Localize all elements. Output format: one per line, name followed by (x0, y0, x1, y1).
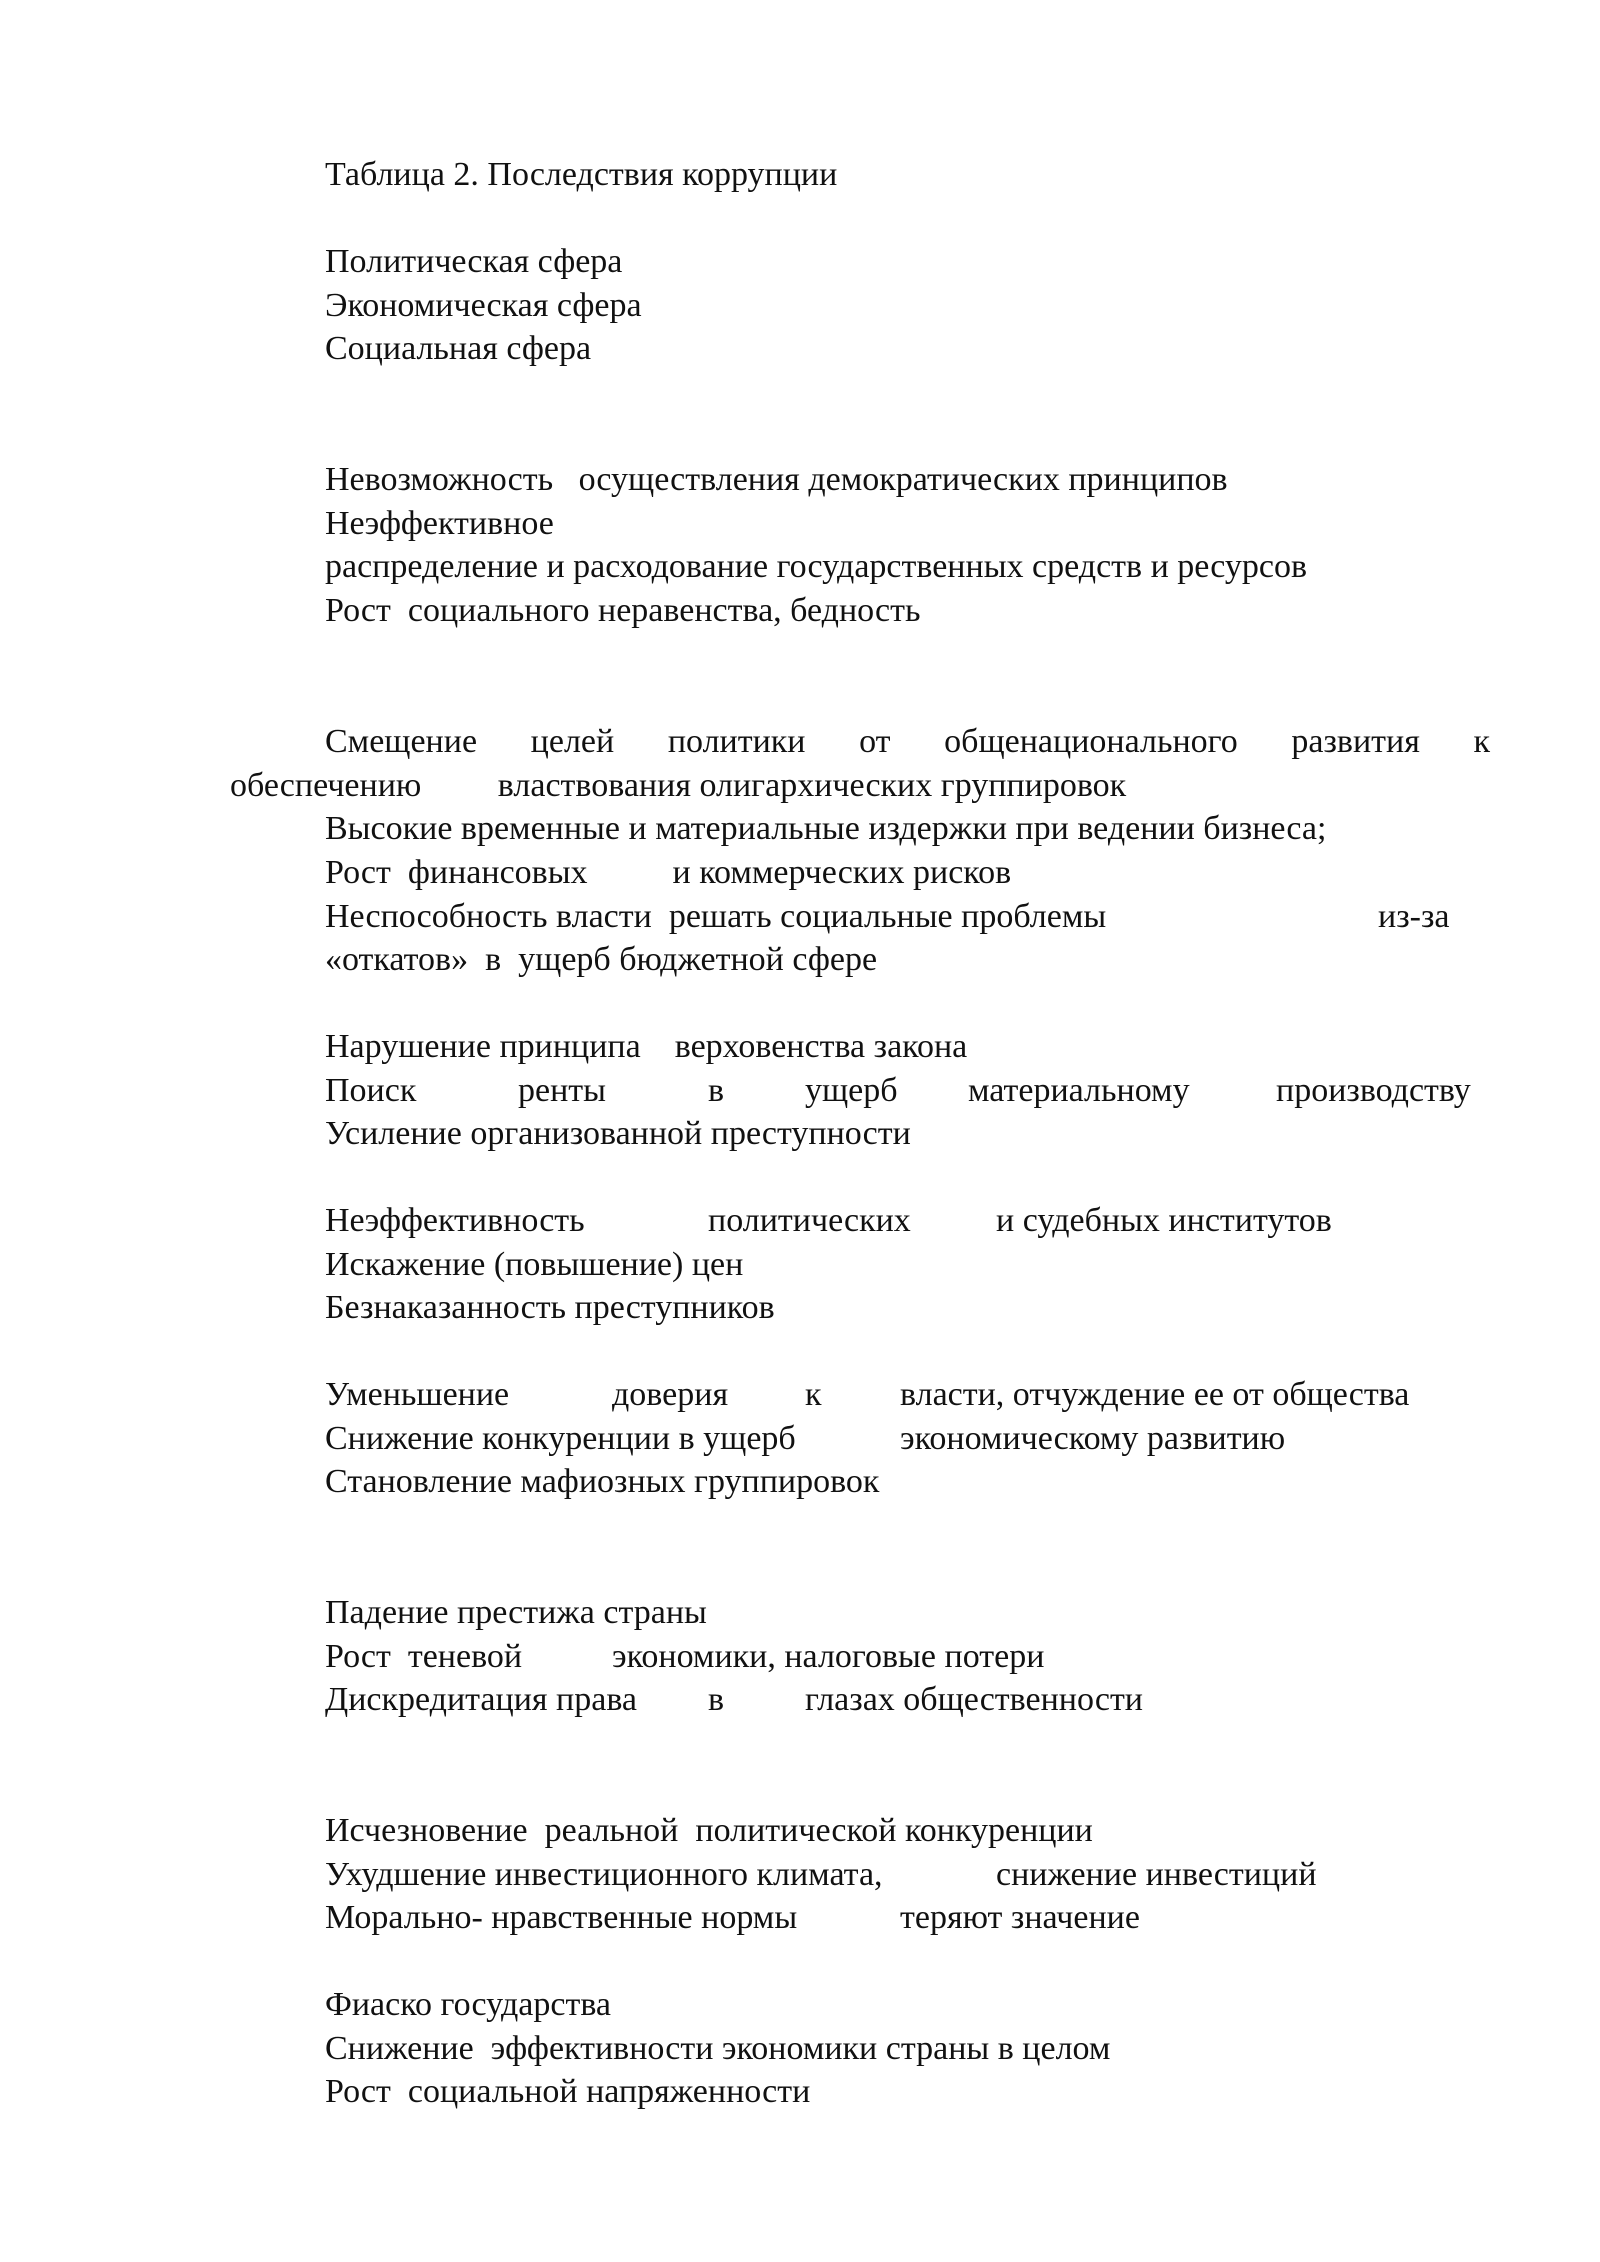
text-line: Снижение конкуренции в ущерб (325, 1420, 796, 1457)
text-line: ренты (518, 1072, 606, 1109)
table-title: Таблица 2. Последствия коррупции (325, 156, 838, 193)
text-line: Рост финансовых и коммерческих рисков (325, 854, 1012, 891)
header-economic: Экономическая сфера (325, 287, 642, 324)
text-line: теряют значение (900, 1899, 1140, 1936)
text-line: Усиление организованной преступности (325, 1115, 911, 1152)
text-line: обеспечению властвования олигархических группировок (230, 767, 1127, 804)
text-line: Падение престижа страны (325, 1594, 707, 1631)
text-line: Безнаказанность преступников (325, 1289, 775, 1326)
text-line: политических (708, 1202, 911, 1239)
text-line: в (708, 1681, 725, 1718)
text-line: к (805, 1376, 822, 1413)
text-line: Неэффективность (325, 1202, 585, 1239)
text-line: Дискредитация права (325, 1681, 638, 1718)
text-line: Снижение эффективности экономики страны в целом (325, 2030, 1111, 2067)
header-political: Политическая сфера (325, 243, 623, 280)
text-line: Поиск (325, 1072, 417, 1109)
text-line: доверия (612, 1376, 729, 1413)
text-line: производству (1276, 1072, 1471, 1109)
text-line: материальному (968, 1072, 1190, 1109)
text-line: Становление мафиозных группировок (325, 1463, 880, 1500)
text-line-justified: Смещение целей политики от общенационального развития к (325, 723, 1490, 760)
text-line: Неэффективное (325, 505, 554, 542)
text-line: экономическому развитию (900, 1420, 1286, 1457)
text-line: Ухудшение инвестиционного климата, (325, 1856, 883, 1893)
text-line: в (708, 1072, 725, 1109)
text-line: снижение инвестиций (996, 1856, 1317, 1893)
text-line: Рост социальной напряженности (325, 2073, 811, 2110)
text-line: Исчезновение реальной политической конкуренции (325, 1812, 1093, 1849)
text-line: Уменьшение (325, 1376, 510, 1413)
text-line: глазах общественности (805, 1681, 1143, 1718)
header-social: Социальная сфера (325, 330, 592, 367)
text-line: «откатов» в ущерб бюджетной сфере (325, 941, 878, 978)
text-line: экономики, налоговые потери (612, 1638, 1045, 1675)
text-line: Искажение (повышение) цен (325, 1246, 744, 1283)
text-line: Неспособность власти решать социальные проблемы (325, 898, 1107, 935)
text-line: Невозможность осуществления демократических принципов (325, 461, 1228, 498)
text-line: Морально- нравственные нормы (325, 1899, 798, 1936)
text-line: ущерб (805, 1072, 898, 1109)
text-line: Рост социального неравенства, бедность (325, 592, 921, 629)
text-line: и судебных институтов (996, 1202, 1332, 1239)
text-line: из-за (1378, 898, 1450, 935)
text-line: Нарушение принципа верховенства закона (325, 1028, 968, 1065)
text-line: Рост теневой (325, 1638, 523, 1675)
text-line: Высокие временные и материальные издержки при ведении бизнеса; (325, 810, 1327, 847)
text-line: распределение и расходование государственных средств и ресурсов (325, 548, 1307, 585)
text-line: власти, отчуждение ее от общества (900, 1376, 1410, 1413)
text-line: Фиаско государства (325, 1986, 612, 2023)
